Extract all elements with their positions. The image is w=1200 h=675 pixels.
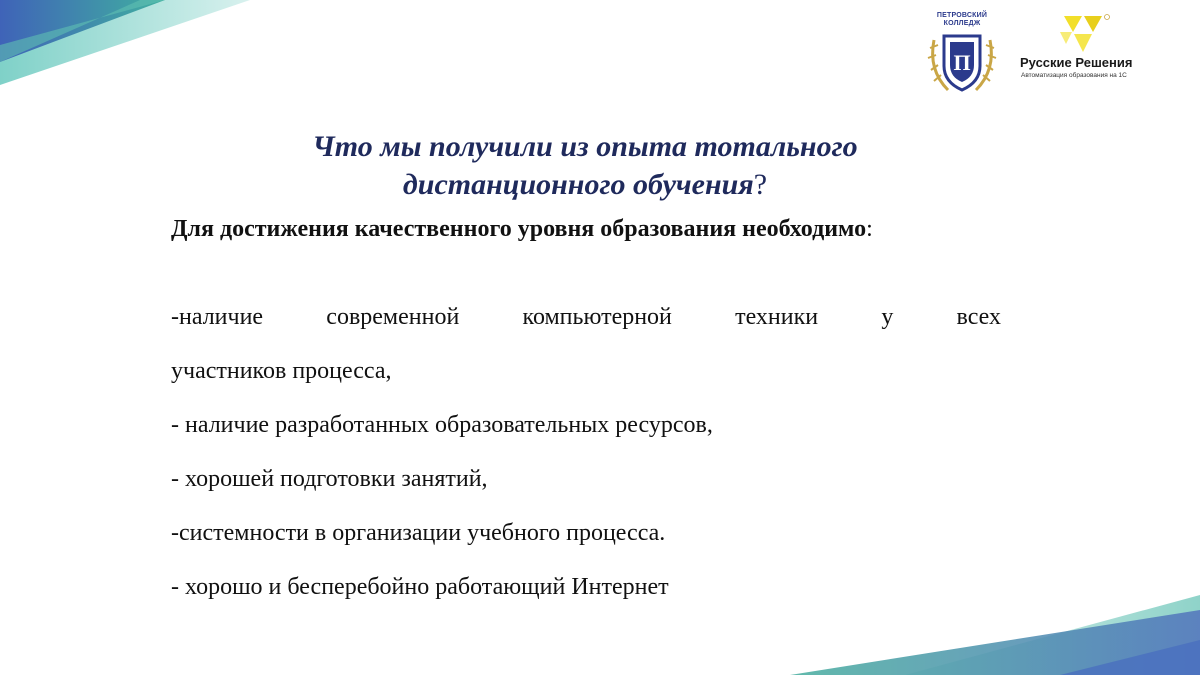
- college-name-line2: КОЛЛЕДЖ: [943, 20, 981, 27]
- russian-solutions-logo-icon: [1058, 12, 1110, 56]
- slide-title-text: Что мы получили из опыта тотального дистанционного обучения: [312, 130, 858, 201]
- list-item: -наличие современной компьютерной техники у всех: [171, 304, 1001, 330]
- list-item: - хорошей подготовки занятий,: [171, 466, 488, 492]
- list-item: - хорошо и бесперебойно работающий Интернет: [171, 574, 669, 600]
- college-name-line1: ПЕТРОВСКИЙ: [936, 12, 988, 19]
- russian-solutions-name: Русские Решения: [1020, 55, 1133, 70]
- list-item: участников процесса,: [171, 358, 392, 384]
- slide-title: [200, 128, 970, 204]
- list-item: - наличие разработанных образовательных ресурсов,: [171, 412, 713, 438]
- slide-subtitle: [171, 212, 931, 246]
- svg-text:П: П: [953, 50, 971, 75]
- russian-solutions-tagline: Автоматизация образования на 1С: [1021, 72, 1127, 79]
- slide-title-question-mark: ?: [753, 168, 768, 201]
- list-item: -системности в организации учебного процесса.: [171, 520, 666, 546]
- college-name: [926, 12, 998, 28]
- requirements-list: [171, 290, 1001, 614]
- slide-subtitle-text: Для достижения качественного уровня образования необходимо: [171, 216, 867, 242]
- slide-subtitle-colon: :: [866, 216, 873, 242]
